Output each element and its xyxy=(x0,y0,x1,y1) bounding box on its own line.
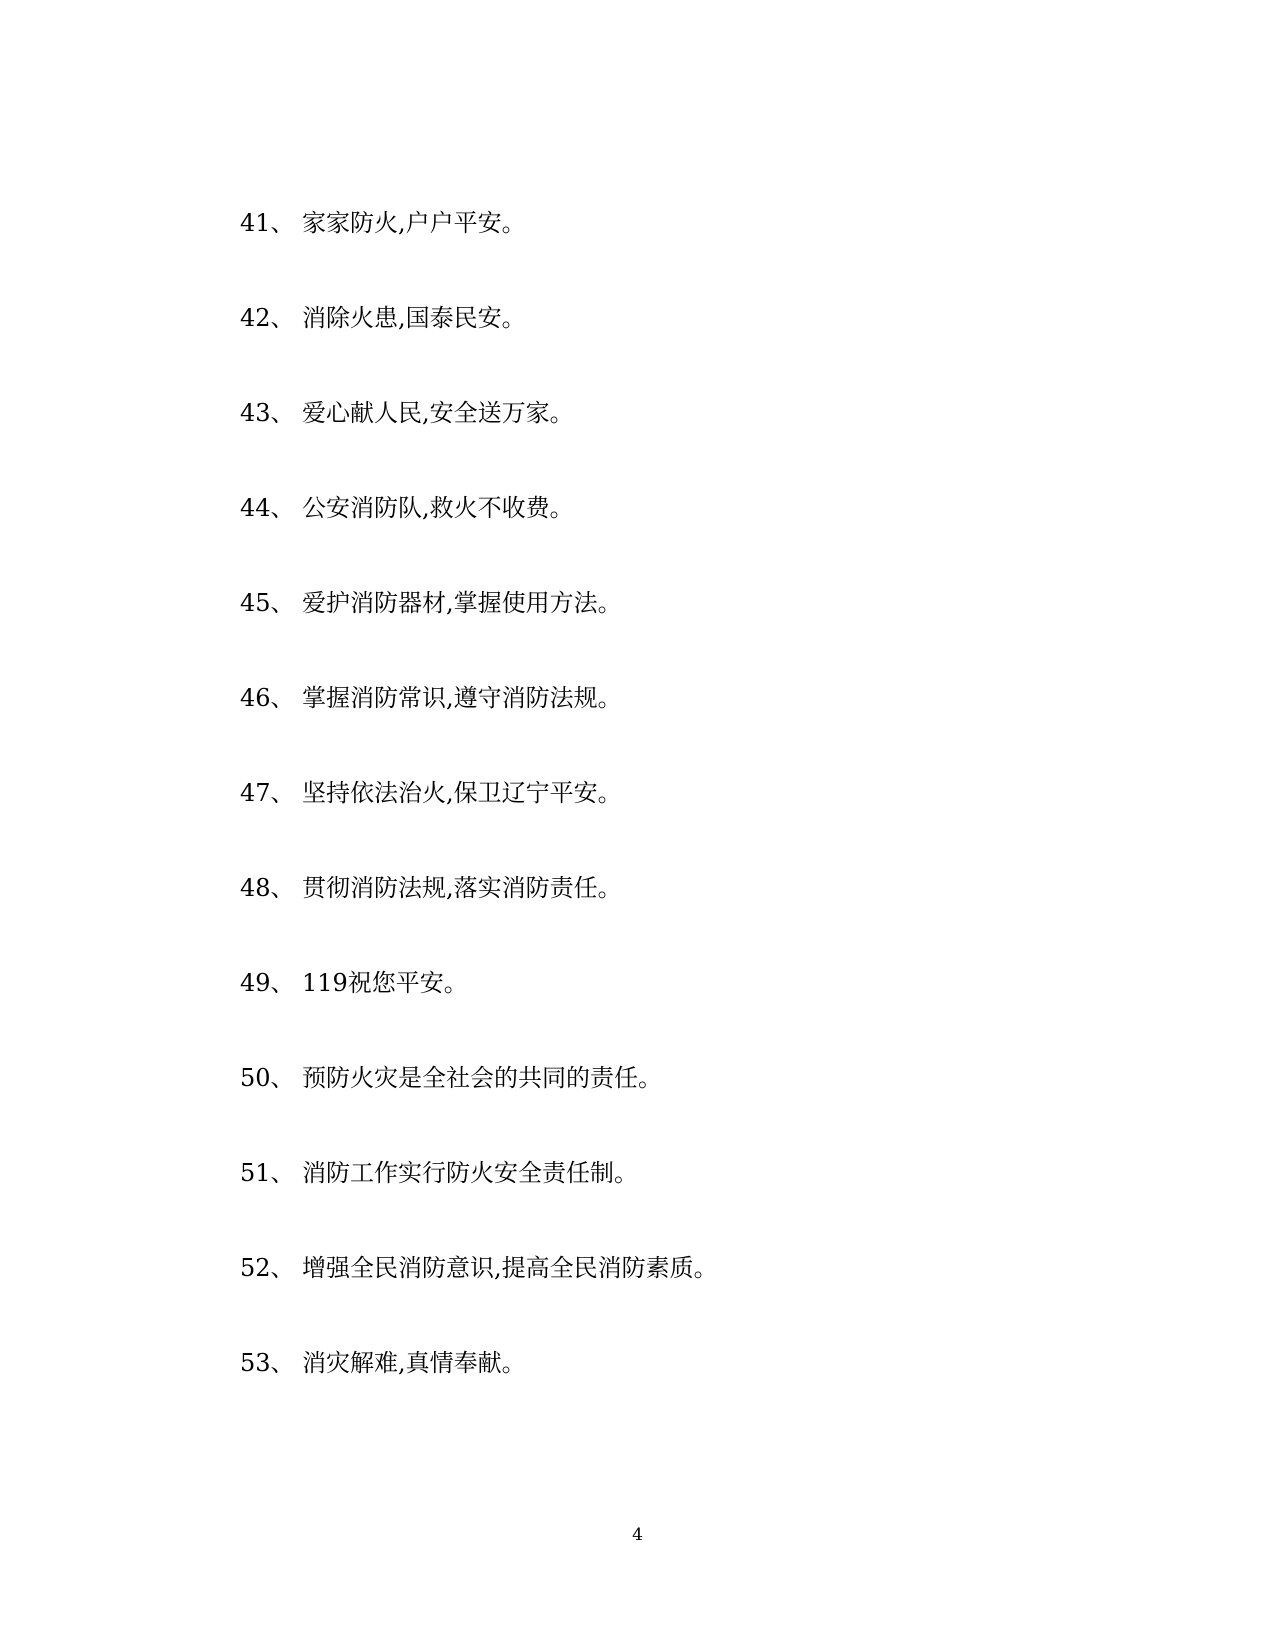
list-item xyxy=(240,963,468,1003)
item-number: 48、 xyxy=(240,874,295,902)
item-number: 52、 xyxy=(240,1254,295,1282)
item-text: 增强全民消防意识,提高全民消防素质。 xyxy=(302,1254,718,1282)
item-text: 爱护消防器材,掌握使用方法。 xyxy=(302,589,622,617)
page-number: 4 xyxy=(632,1525,643,1545)
item-number: 43、 xyxy=(240,399,295,427)
list-item xyxy=(240,393,574,433)
item-number: 53、 xyxy=(240,1349,295,1377)
list-item xyxy=(240,773,622,813)
list-item xyxy=(240,868,622,908)
item-number: 49、 xyxy=(240,969,295,997)
item-text: 消防工作实行防火安全责任制。 xyxy=(302,1159,638,1187)
item-number: 51、 xyxy=(240,1159,295,1187)
list-item xyxy=(240,1153,638,1193)
list-item xyxy=(240,203,526,243)
item-number: 47、 xyxy=(240,779,295,807)
item-text: 公安消防队,救火不收费。 xyxy=(302,494,574,522)
list-item xyxy=(240,488,574,528)
item-number: 44、 xyxy=(240,494,295,522)
item-text: 119祝您平安。 xyxy=(302,969,468,997)
item-text: 家家防火,户户平安。 xyxy=(302,209,526,237)
item-text: 消除火患,国泰民安。 xyxy=(302,304,526,332)
item-text: 预防火灾是全社会的共同的责任。 xyxy=(302,1064,662,1092)
list-item xyxy=(240,298,526,338)
item-number: 46、 xyxy=(240,684,295,712)
item-text: 爱心献人民,安全送万家。 xyxy=(302,399,574,427)
item-number: 41、 xyxy=(240,209,295,237)
list-item xyxy=(240,678,622,718)
item-text: 坚持依法治火,保卫辽宁平安。 xyxy=(302,779,622,807)
item-number: 42、 xyxy=(240,304,295,332)
item-text: 贯彻消防法规,落实消防责任。 xyxy=(302,874,622,902)
list-item xyxy=(240,1343,526,1383)
list-item xyxy=(240,1058,662,1098)
item-text: 消灾解难,真情奉献。 xyxy=(302,1349,526,1377)
item-number: 50、 xyxy=(240,1064,295,1092)
list-item xyxy=(240,583,622,623)
item-text: 掌握消防常识,遵守消防法规。 xyxy=(302,684,622,712)
item-number: 45、 xyxy=(240,589,295,617)
list-item xyxy=(240,1248,718,1288)
